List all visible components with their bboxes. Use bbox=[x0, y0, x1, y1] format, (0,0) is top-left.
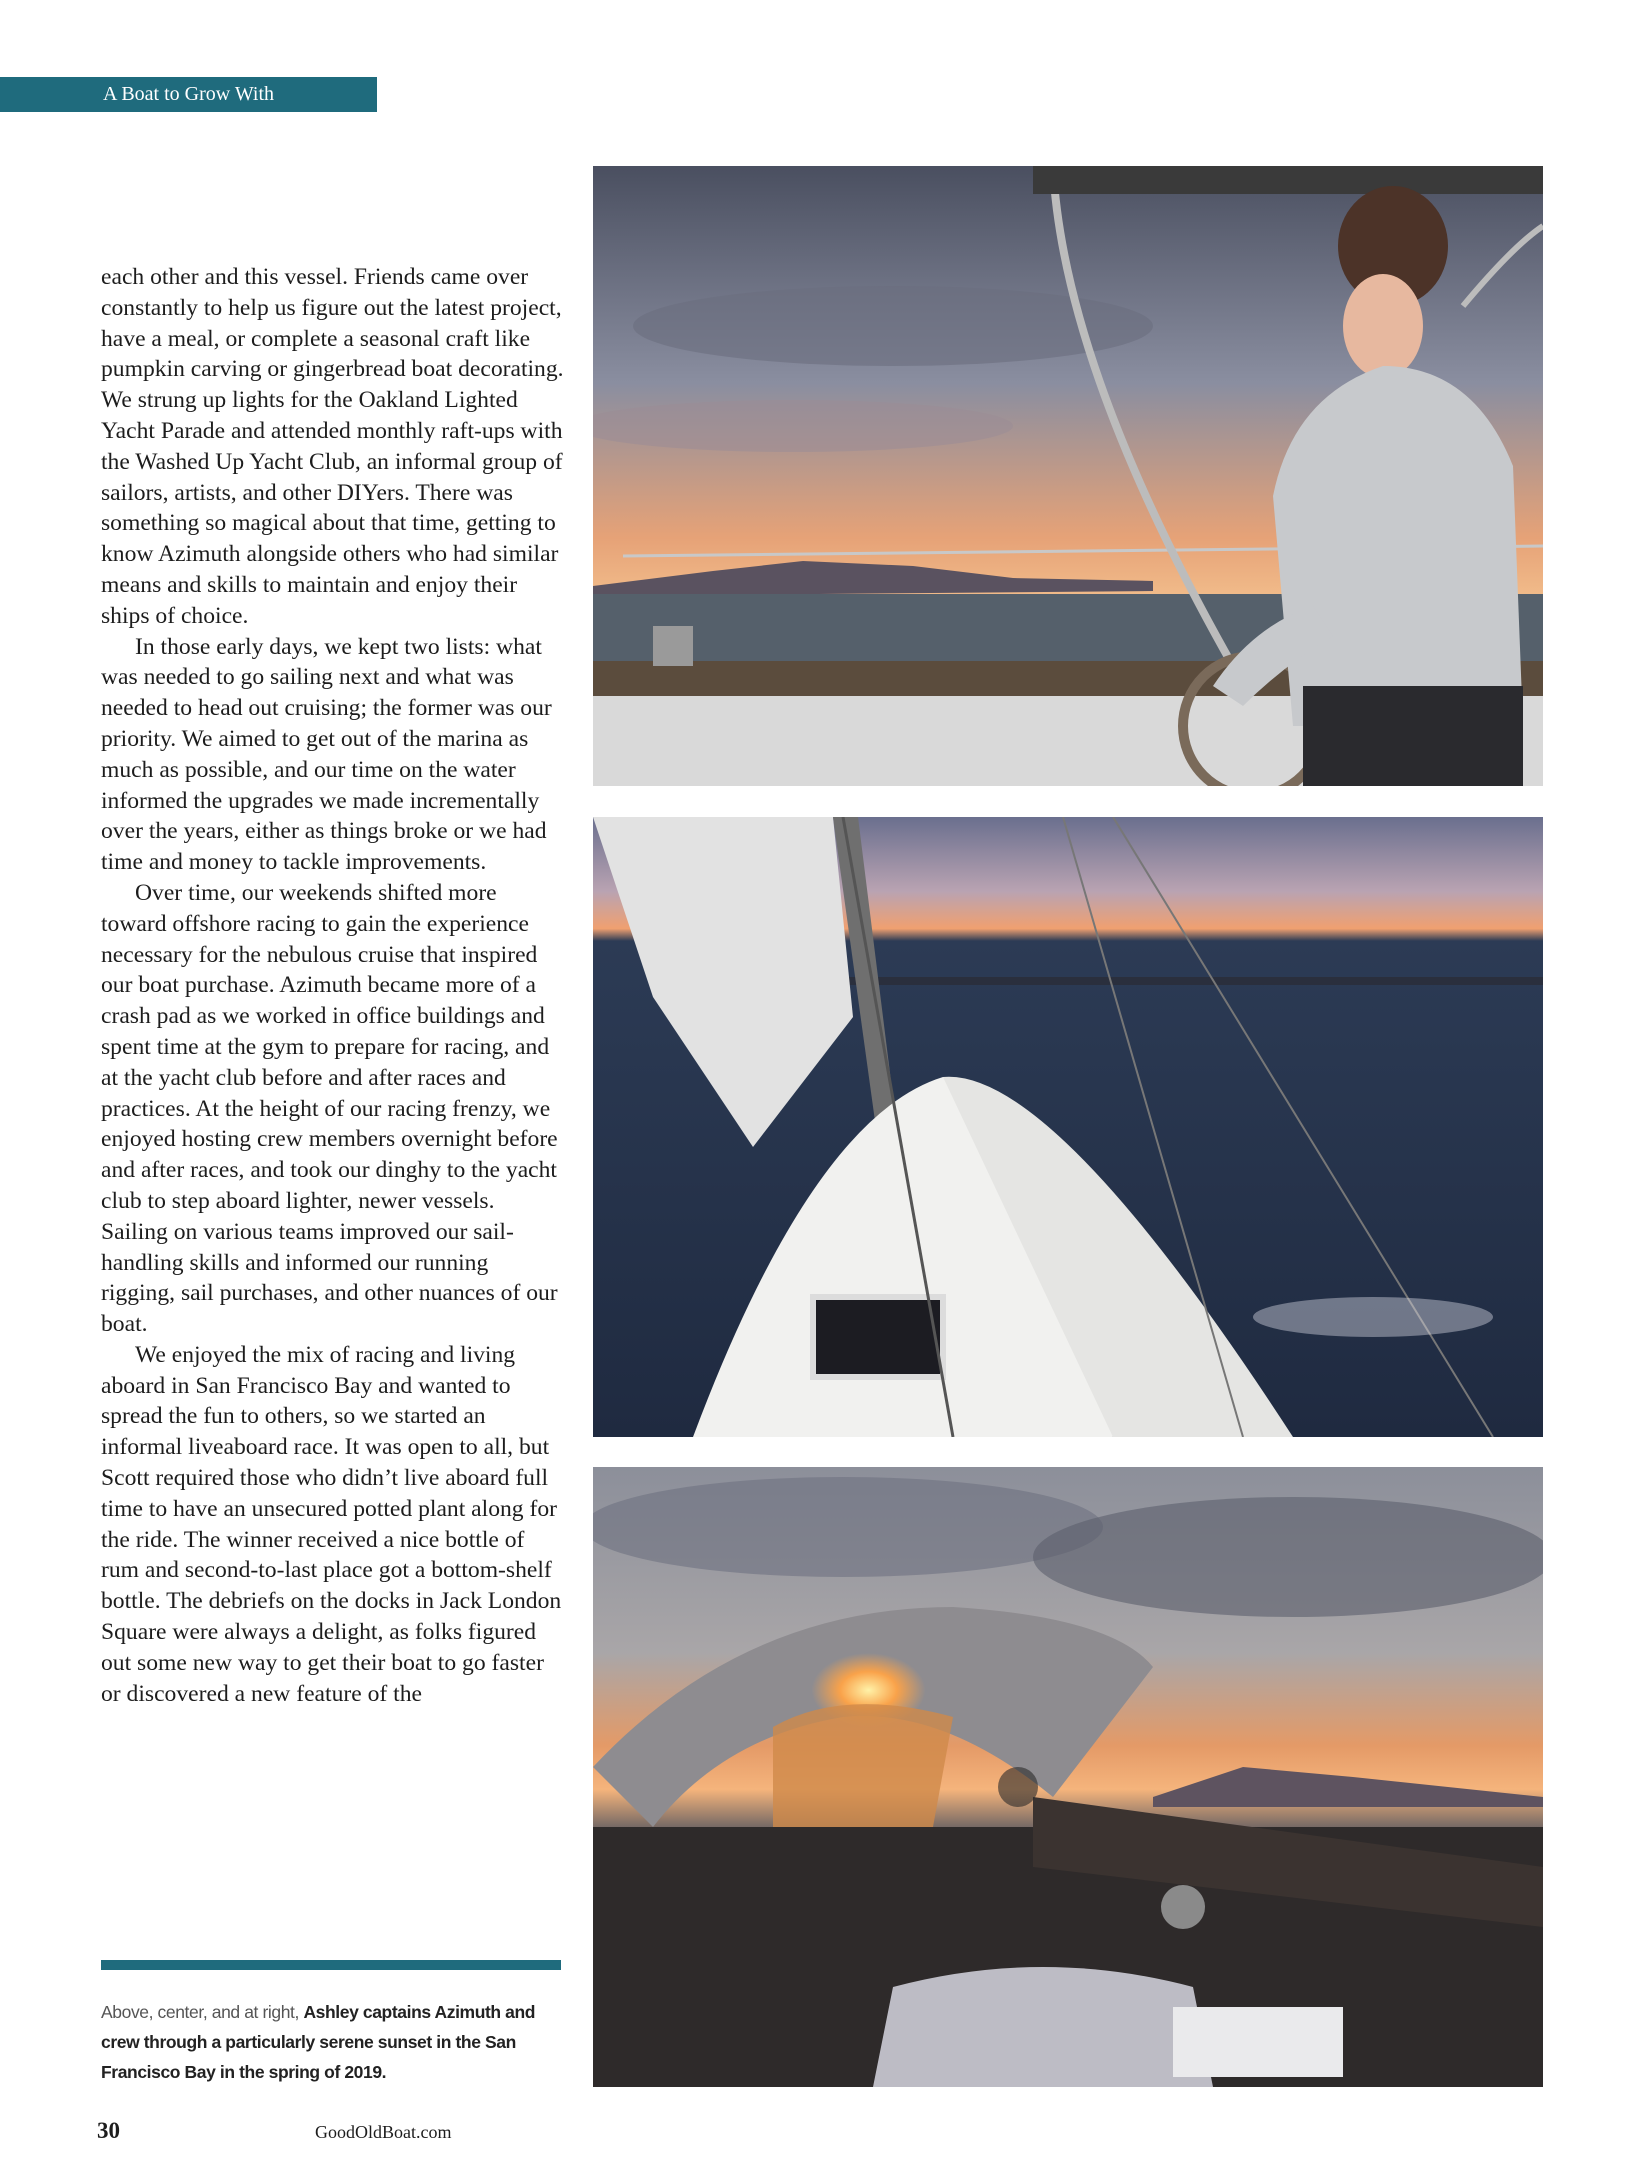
article-paragraph: We enjoyed the mix of racing and living aboard in San Francisco Bay and wanted to spread the fun to others, so we started an informal liveaboard race. It was open to all, but Scott required those who didn’t live aboard full time to have an unsecured potted plant along for the ride. The winner received a nice bottle of rum and second-to-last place got a bottom-shelf bottle. The debriefs on the docks in Jack London Square were always a delight, as folks figured out some new way to get their boat to go faster or discovered a new feature of the bbox=[101, 1341, 562, 1707]
photo-caption bbox=[101, 1997, 571, 2087]
photo-dodger-sunset bbox=[593, 1467, 1543, 2087]
article-paragraph: Over time, our weekends shifted more toward offshore racing to gain the experience necessary for the nebulous cruise that inspired our boat purchase. Azimuth became more of a crash pad as we worked in office buildings and spent time at the gym to prepare for racing, and at the yacht club before and after races and practices. At the height of our racing frenzy, we enjoyed hosting crew members overnight before and after races, and took our dinghy to the yacht club to step aboard lighter, newer vessels. Sailing on various teams improved our sail-handling skills and informed our running rigging, sail purchases, and other nuances of our boat. bbox=[101, 879, 558, 1338]
footer-site: GoodOldBoat.com bbox=[315, 2122, 452, 2142]
caption-lead: Above, center, and at right, bbox=[101, 2002, 299, 2022]
photo-deck-under-sail bbox=[593, 817, 1543, 1437]
section-header-tab bbox=[0, 77, 377, 112]
article-paragraph: In those early days, we kept two lists: what was needed to go sailing next and what was needed to head out cruising; the former was our priority. We aimed to get out of the marina as much as possible, and our time on the water informed the upgrades we made incrementally over the years, either as things broke or we had time and money to tackle improvements. bbox=[101, 633, 552, 876]
caption-text: Ashley captains Azimuth and crew through a particularly serene sunset in the San Francisco Bay in the spring of 2019. bbox=[101, 2002, 536, 2082]
page-number: 30 bbox=[97, 2118, 120, 2143]
section-title: A Boat to Grow With bbox=[103, 83, 275, 105]
article-body bbox=[101, 262, 564, 1709]
article-paragraph: each other and this vessel. Friends came over constantly to help us figure out the latest project, have a meal, or complete a seasonal craft like pumpkin carving or gingerbread boat decorating. We strung up lights for the Oakland Lighted Yacht Parade and attended monthly raft-ups with the Washed Up Yacht Club, an informal group of sailors, artists, and other DIYers. There was something so magical about that time, getting to know Azimuth alongside others who had similar means and skills to maintain and enjoy their ships of choice. bbox=[101, 264, 564, 629]
photo-helm-sunset bbox=[593, 166, 1543, 786]
caption-divider bbox=[101, 1960, 561, 1970]
